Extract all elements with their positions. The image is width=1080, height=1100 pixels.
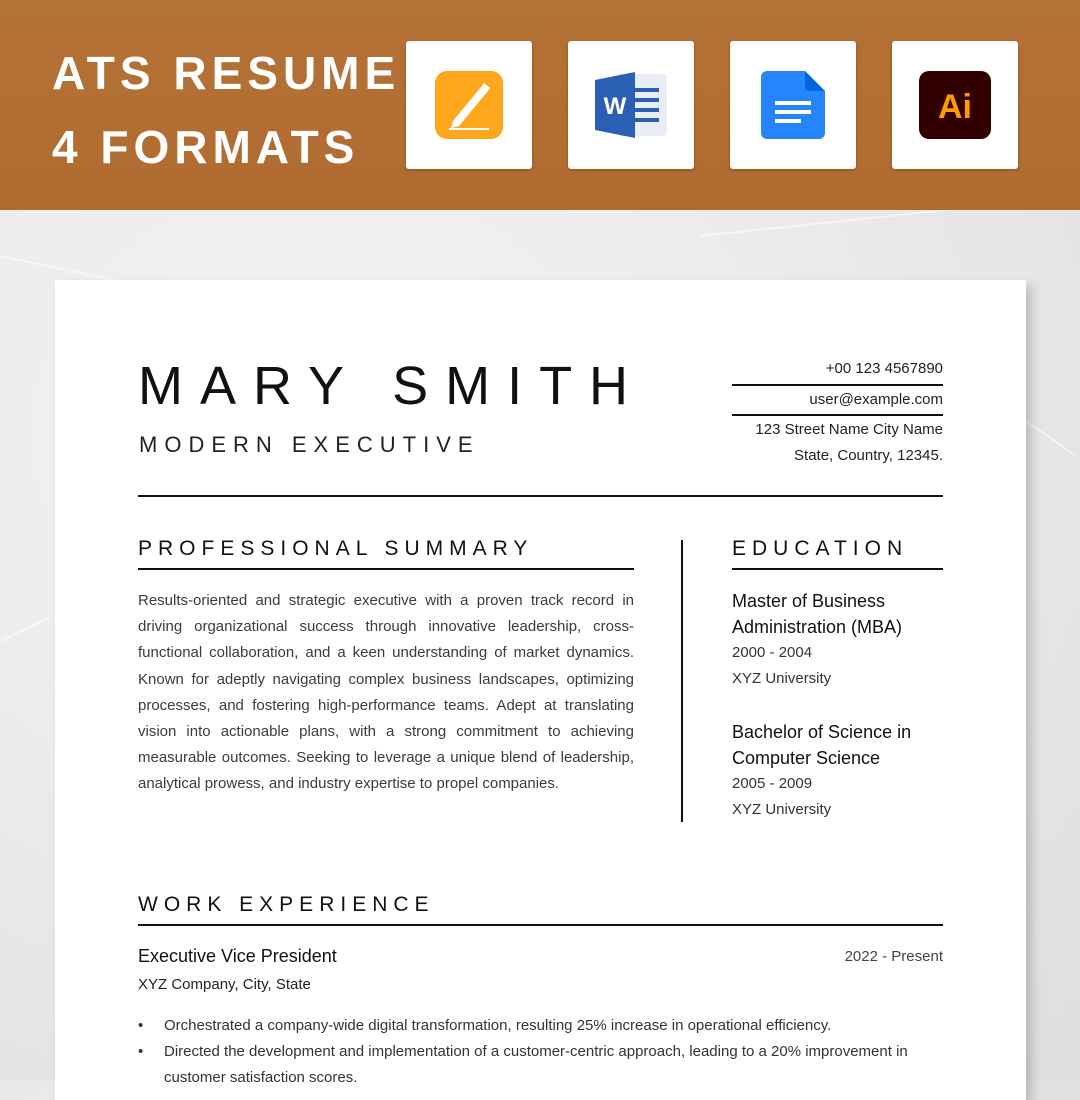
format-tile-illustrator (892, 41, 1018, 169)
marble-vein (1025, 420, 1075, 456)
column-divider (681, 540, 683, 822)
education-heading: EDUCATION (732, 537, 909, 560)
contact-phone: +00 123 4567890 (825, 360, 943, 377)
contact-address-line2: State, Country, 12345. (794, 447, 943, 464)
education-school: XYZ University (732, 801, 832, 818)
contact-address-line1: 123 Street Name City Name (755, 421, 943, 438)
job-bullet (138, 1039, 944, 1091)
promo-banner (0, 0, 1080, 210)
job-bullet (138, 1013, 944, 1039)
job-title: Executive Vice President (138, 946, 337, 966)
illustrator-icon (919, 71, 991, 139)
education-item (732, 719, 952, 823)
format-tile-pages (406, 41, 532, 169)
resume-name: MARY SMITH (138, 356, 646, 416)
job-bullet-text: Directed the development and implementation of a customer-centric approach, leading to a 20% improvement in customer satisfaction scores. (164, 1043, 908, 1086)
experience-heading: WORK EXPERIENCE (138, 893, 435, 916)
banner-title-line2: 4 FORMATS (52, 121, 360, 173)
bullet-dot: • (138, 1017, 144, 1034)
google-docs-icon (761, 71, 825, 139)
job-company: XYZ Company, City, State (138, 976, 311, 993)
word-icon (595, 70, 669, 140)
contact-divider (732, 414, 943, 416)
bullet-dot: • (138, 1043, 144, 1060)
job-bullet-text: Orchestrated a company-wide digital transformation, resulting 25% increase in operational efficiency. (164, 1017, 832, 1034)
format-tile-word (568, 41, 694, 169)
header-divider (138, 495, 943, 497)
resume-page (55, 280, 1026, 1100)
banner-title-line1: ATS RESUME (52, 47, 401, 99)
education-degree: Bachelor of Science in (732, 722, 912, 742)
experience-rule (138, 924, 943, 926)
marble-vein (0, 617, 50, 642)
education-degree: Master of Business (732, 591, 886, 611)
education-rule (732, 568, 943, 570)
education-item (732, 588, 952, 692)
illustrator-icon-glyph: Ai (938, 88, 972, 126)
education-degree: Computer Science (732, 748, 881, 768)
education-years: 2005 - 2009 (732, 775, 813, 792)
education-degree: Administration (MBA) (732, 617, 903, 637)
job-dates: 2022 - Present (844, 948, 943, 965)
contact-divider (732, 384, 943, 386)
summary-heading: PROFESSIONAL SUMMARY (138, 537, 534, 560)
format-tile-google-docs (730, 41, 856, 169)
summary-rule (138, 568, 634, 570)
contact-email: user@example.com (809, 391, 943, 408)
education-years: 2000 - 2004 (732, 644, 813, 661)
word-icon-glyph: W (603, 93, 627, 120)
resume-subtitle: MODERN EXECUTIVE (139, 432, 480, 457)
summary-text: Results-oriented and strategic executive with a proven track record in driving organizational success through innovative leadership, cross-functional collaboration, and a keen understanding of market dynamics. Known for adeptly navigating complex business landscapes, optimizing processes, and fostering high-performance teams. Adept at translating vision into actionable plans, with a strong commitment to achieving measurable outcomes. Seeking to leverage a unique blend of leadership, analytical prowess, and industry expertise to propel companies. (138, 592, 634, 793)
education-school: XYZ University (732, 670, 832, 687)
pages-icon (435, 71, 503, 139)
